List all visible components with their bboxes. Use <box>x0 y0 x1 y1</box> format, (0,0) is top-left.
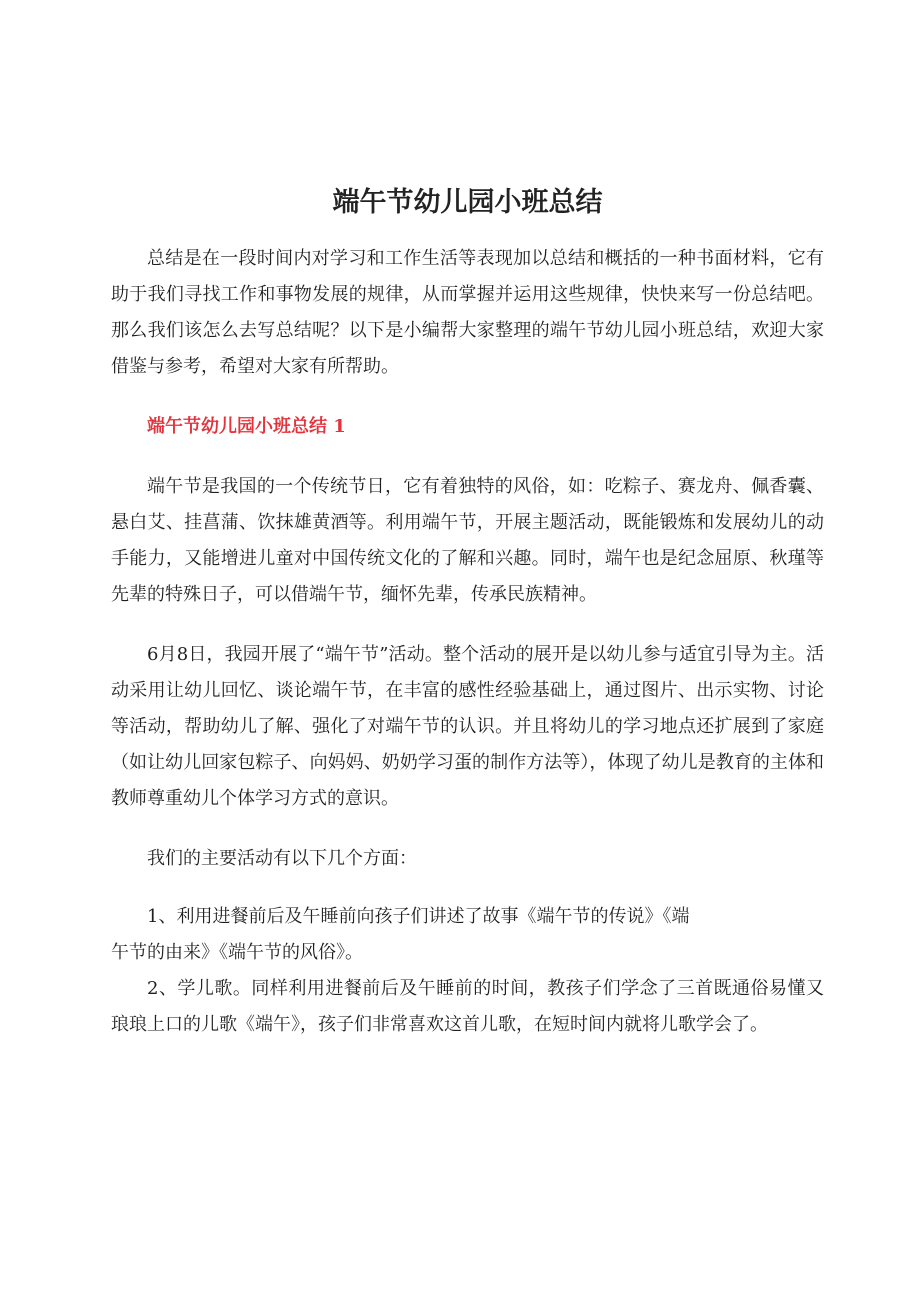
section-heading-1: 端午节幼儿园小班总结 1 <box>147 416 346 437</box>
numbered-item-2: 2、学儿歌。同样利用进餐前后及午睡前的时间，教孩子们学念了三首既通俗易懂又琅琅上口的儿歌《端午》，孩子们非常喜欢这首儿歌，在短时间内就将儿歌学会了。 <box>111 978 824 1035</box>
document-content <box>111 180 824 1043</box>
numbered-item-1 <box>111 899 824 971</box>
document-title: 端午节幼儿园小班总结 <box>332 187 603 218</box>
body-paragraph-activity: 6月8日，我园开展了“端午节”活动。整个活动的展开是以幼儿参与适宜引导为主。活动采用让幼儿回忆、谈论端午节，在丰富的感性经验基础上，通过图片、出示实物、讨论等活动，帮助幼儿了解、强化了对端午节的认识。并且将幼儿的学习地点还扩展到了家庭（如让幼儿回家包粽子、向妈妈、奶奶学习蛋的制作方法等），体现了幼儿是教育的主体和教师尊重幼儿个体学习方式的意识。 <box>111 644 824 809</box>
numbered-item-1-line-2: 午节的由来》《端午节的风俗》。 <box>111 942 363 963</box>
body-paragraph-main-activities: 我们的主要活动有以下几个方面： <box>147 848 417 869</box>
numbered-item-1-line-1: 1、利用进餐前后及午睡前向孩子们讲述了故事《端午节的传说》《端 <box>147 906 690 927</box>
intro-paragraph: 总结是在一段时间内对学习和工作生活等表现加以总结和概括的一种书面材料，它有助于我们寻找工作和事物发展的规律，从而掌握并运用这些规律，快快来写一份总结吧。那么我们该怎么去写总结呢？以下是小编帮大家整理的端午节幼儿园小班总结，欢迎大家借鉴与参考，希望对大家有所帮助。 <box>111 248 824 377</box>
body-paragraph-festival: 端午节是我国的一个传统节日，它有着独特的风俗，如：吃粽子、赛龙舟、佩香囊、悬白艾、挂菖蒲、饮抹雄黄酒等。利用端午节，开展主题活动，既能锻炼和发展幼儿的动手能力，又能增进儿童对中国传统文化的了解和兴趣。同时，端午也是纪念屈原、秋瑾等先辈的特殊日子，可以借端午节，缅怀先辈，传承民族精神。 <box>111 476 824 605</box>
